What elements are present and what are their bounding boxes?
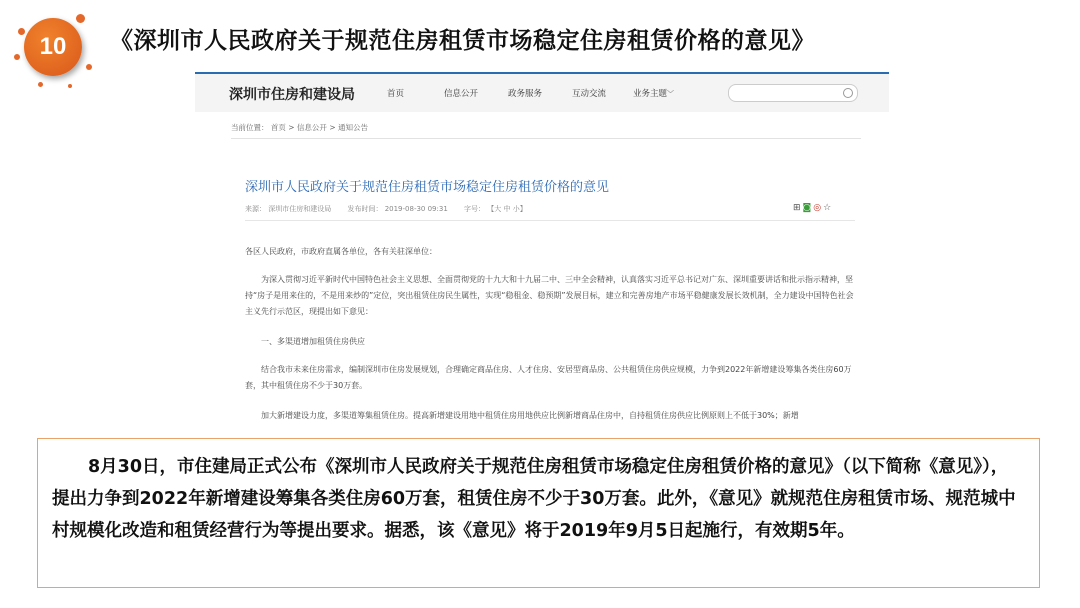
search-icon[interactable] [843,88,853,98]
article-paragraph: 加大新增建设力度，多渠道筹集租赁住房。提高新增建设用地中租赁住房用地供应比例新增商品住房中，自持租赁住房供应比例原则上不低于30%；新增 [261,411,799,420]
chevron-down-icon: ﹀ [667,90,675,98]
weibo-icon[interactable]: ◎ [813,203,824,213]
decor-dot [14,54,20,60]
share-toolbar [793,203,833,213]
site-name[interactable]: 深圳市住房和建设局 [229,87,355,103]
divider [245,220,855,221]
article-salutation: 各区人民政府，市政府直属各单位，各有关驻深单位： [245,247,437,256]
decor-dot [76,14,85,23]
share-icon[interactable]: ⊞ [793,203,803,213]
article-source: 来源： 深圳市住房和建设局 [245,205,332,213]
section-badge [12,8,104,96]
summary-box [37,438,1040,588]
search-input[interactable] [728,84,858,102]
nav-item-topics[interactable] [633,87,674,99]
nav-item-info[interactable]: 信息公开 [444,89,479,99]
section-number: 10 [24,18,82,76]
nav-item-interaction[interactable]: 互动交流 [572,89,607,99]
nav-item-topics-label: 业务主题 [633,89,668,99]
article-meta [245,204,541,214]
article-heading: 一、多渠道增加租赁住房供应 [261,337,365,346]
article-title: 深圳市人民政府关于规范住房租赁市场稳定住房租赁价格的意见 [245,180,610,195]
font-size-selector[interactable]: 字号： 【大 中 小】 [464,205,527,213]
decor-dot [68,84,72,88]
website-screenshot [195,72,889,440]
article-paragraph: 为深入贯彻习近平新时代中国特色社会主义思想、全面贯彻党的十九大和十九届二中、三中全会精神，认真落实习近平总书记对广东、深圳重要讲话和批示指示精神，坚持“房子是用来住的，不是用来炒的”定位，突出租赁住房民生属性，实现“稳租金、稳预期”发展目标，建立和完善房地产市场平稳健康发展长效机制，全力建设中国特色社会主义先行示范区，现提出如下意见： [245,275,854,316]
summary-text: 8月30日，市住建局正式公布《深圳市人民政府关于规范住房租赁市场稳定住房租赁价格的意见》（以下简称《意见》），提出力争到2022年新增建设筹集各类住房60万套，租赁住房不少于30万套。此外，《意见》就规范住房租赁市场、规范城中村规模化改造和租赁经营行为等提出要求。据悉，该《意见》将于2019年9月5日起施行，有效期5年。 [52,457,1016,541]
decor-dot [86,64,92,70]
decor-dot [38,82,43,87]
site-header [195,72,889,112]
divider [231,138,861,139]
wechat-icon[interactable]: ◙ [802,203,814,213]
nav-item-services[interactable]: 政务服务 [508,89,543,99]
slide-title: 《深圳市人民政府关于规范住房租赁市场稳定住房租赁价格的意见》 [110,28,815,54]
favorite-icon[interactable]: ☆ [823,203,834,213]
decor-dot [18,28,25,35]
article-date: 发布时间： 2019-08-30 09:31 [347,205,448,213]
article-paragraph: 结合我市未来住房需求，编制深圳市住房发展规划，合理确定商品住房、人才住房、安居型商品房、公共租赁住房供应规模，力争到2022年新增建设筹集各类住房60万套，其中租赁住房不少于30万套。 [245,365,852,390]
nav-item-home[interactable]: 首页 [387,89,405,99]
breadcrumb: 当前位置： 首页 > 信息公开 > 通知公告 [231,123,368,132]
